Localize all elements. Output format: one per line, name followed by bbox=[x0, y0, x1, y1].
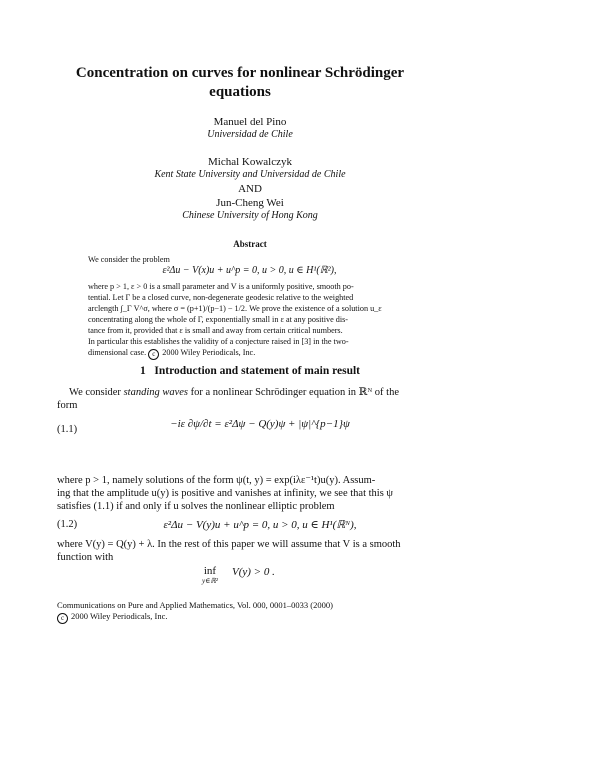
copyright-icon: c bbox=[57, 613, 68, 624]
abstract-line: tance from it, provided that ε is small and away from certain critical numbers. bbox=[88, 326, 343, 335]
abstract-line: where p > 1, ε > 0 is a small parameter and V is a uniformly positive, smooth po- bbox=[88, 282, 354, 291]
author-affiliation: Kent State University and Universidad de Chile bbox=[154, 169, 346, 180]
paper-title-line2: equations bbox=[209, 84, 271, 100]
author-affiliation: Universidad de Chile bbox=[207, 129, 293, 140]
body-text-span: We consider bbox=[69, 387, 124, 398]
and-separator: AND bbox=[238, 183, 262, 195]
infimum-operator bbox=[190, 565, 230, 585]
paper-title-line1: Concentration on curves for nonlinear Schrödinger bbox=[75, 65, 405, 81]
inf-word: inf bbox=[203, 565, 217, 577]
section-title: Introduction and statement of main result bbox=[154, 365, 360, 377]
body-text-span: for a nonlinear Schrödinger equation in ℝᴺ of the bbox=[188, 387, 400, 398]
author-name: Manuel del Pino bbox=[213, 116, 287, 128]
body-paragraph-3 bbox=[57, 538, 407, 564]
author-name: Jun-Cheng Wei bbox=[216, 197, 284, 209]
copyright-icon: c bbox=[148, 349, 159, 360]
body-line: ing that the amplitude u(y) is positive and vanishes at infinity, we see that this ψ bbox=[57, 488, 393, 499]
body-line: form bbox=[57, 400, 78, 411]
equation-label: (1.1) bbox=[57, 424, 78, 435]
body-line: where p > 1, namely solutions of the form ψ(t, y) = exp(iλε⁻¹t)u(y). Assum- bbox=[57, 475, 376, 486]
abstract-last-line bbox=[88, 347, 411, 360]
abstract-line: concentrating along the whole of Γ, exponentially small in ε at any positive dis- bbox=[88, 315, 349, 324]
abstract-body bbox=[88, 281, 411, 360]
emphasis-text: standing waves bbox=[123, 387, 189, 398]
abstract-line: tential. Let Γ be a closed curve, non-degenerate geodesic relative to the weighted bbox=[88, 293, 354, 302]
inf-subscript: y∈ℝ² bbox=[202, 577, 218, 585]
abstract-copyright: 2000 Wiley Periodicals, Inc. bbox=[162, 348, 256, 357]
section-heading bbox=[95, 365, 405, 377]
footer bbox=[57, 600, 417, 624]
footer-copyright: 2000 Wiley Periodicals, Inc. bbox=[71, 611, 168, 621]
abstract-line: dimensional case. bbox=[88, 348, 147, 357]
body-line: where V(y) = Q(y) + λ. In the rest of this paper we will assume that V is a smooth bbox=[57, 539, 401, 550]
abstract-line: arclength ∫_Γ V^σ, where σ = (p+1)/(p−1) − 1/2. We prove the existence of a solution u_ε bbox=[88, 304, 382, 313]
body-line bbox=[57, 386, 407, 399]
section-number: 1 bbox=[140, 365, 146, 377]
author-affiliation: Chinese University of Hong Kong bbox=[182, 210, 318, 221]
equation-1-2: ε²Δu − V(y)u + u^p = 0, u > 0, u ∈ H¹(ℝᴺ), bbox=[163, 519, 357, 531]
equation-1-1: −iε ∂ψ/∂t = ε²Δψ − Q(y)ψ + |ψ|^{p−1}ψ bbox=[170, 418, 350, 430]
abstract-intro: We consider the problem bbox=[88, 255, 170, 264]
equation-inf-rhs: V(y) > 0 . bbox=[232, 566, 275, 578]
author-name: Michal Kowalczyk bbox=[208, 156, 292, 168]
footer-copyright-line bbox=[57, 611, 417, 624]
paper-title bbox=[60, 64, 420, 102]
body-paragraph-2 bbox=[57, 474, 407, 513]
body-line: function with bbox=[57, 552, 114, 563]
abstract-line: In particular this establishes the validity of a conjecture raised in [3] in the two- bbox=[88, 337, 349, 346]
abstract-heading: Abstract bbox=[233, 239, 267, 249]
body-paragraph-1 bbox=[57, 386, 407, 412]
journal-citation: Communications on Pure and Applied Mathematics, Vol. 000, 0001–0033 (2000) bbox=[57, 600, 333, 610]
abstract-equation: ε²Δu − V(x)u + u^p = 0, u > 0, u ∈ H¹(ℝ²), bbox=[162, 265, 337, 276]
equation-label: (1.2) bbox=[57, 519, 78, 530]
body-line: satisfies (1.1) if and only if u solves the nonlinear elliptic problem bbox=[57, 501, 335, 512]
